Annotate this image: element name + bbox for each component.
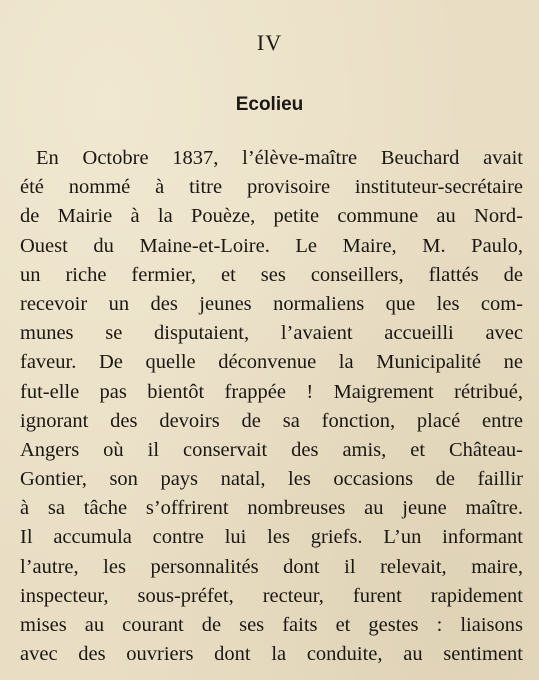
chapter-title: Ecolieu (235, 94, 304, 115)
text-line: mises au courant de ses faits et gestes : liaisons (20, 614, 523, 636)
text-line: inspecteur, sous-préfet, recteur, furent rapidement (20, 584, 523, 607)
text-line: l’autre, les personnalités dont il relevait, maire, (20, 555, 523, 578)
text-line: à sa tâche s’offrirent nombreuses au jeune maître. (20, 497, 523, 520)
text-line: Gontier, son pays natal, les occasions de faillir (20, 468, 523, 491)
chapter-number: IV (256, 30, 283, 55)
text-line: Il accumula contre lui les griefs. L’un informant (20, 526, 523, 549)
text-line: de Mairie à la Pouèze, petite commune au Nord- (20, 205, 523, 228)
text-line: avec des ouvriers dont la conduite, au sentiment (20, 643, 523, 666)
text-line: Ouest du Maine-et-Loire. Le Maire, M. Paulo, (20, 234, 523, 257)
text-line: ignorant des devoirs de sa fonction, placé entre (20, 409, 523, 432)
body-paragraph (20, 144, 523, 669)
text-line: En Octobre 1837, l’élève-maître Beuchard avait (36, 147, 523, 169)
text-line: faveur. De quelle déconvenue la Municipalité ne (20, 351, 523, 374)
text-line: été nommé à titre provisoire instituteur-secrétaire (20, 176, 523, 199)
text-line: Angers où il conservait des amis, et Château- (20, 438, 523, 461)
text-line: munes se disputaient, l’avaient accueilli avec (20, 322, 523, 345)
text-line: fut-elle pas bientôt frappée ! Maigrement rétribué, (20, 380, 523, 403)
text-line: un riche fermier, et ses conseillers, flattés de (20, 263, 523, 286)
text-line: recevoir un des jeunes normaliens que les com- (20, 292, 523, 315)
